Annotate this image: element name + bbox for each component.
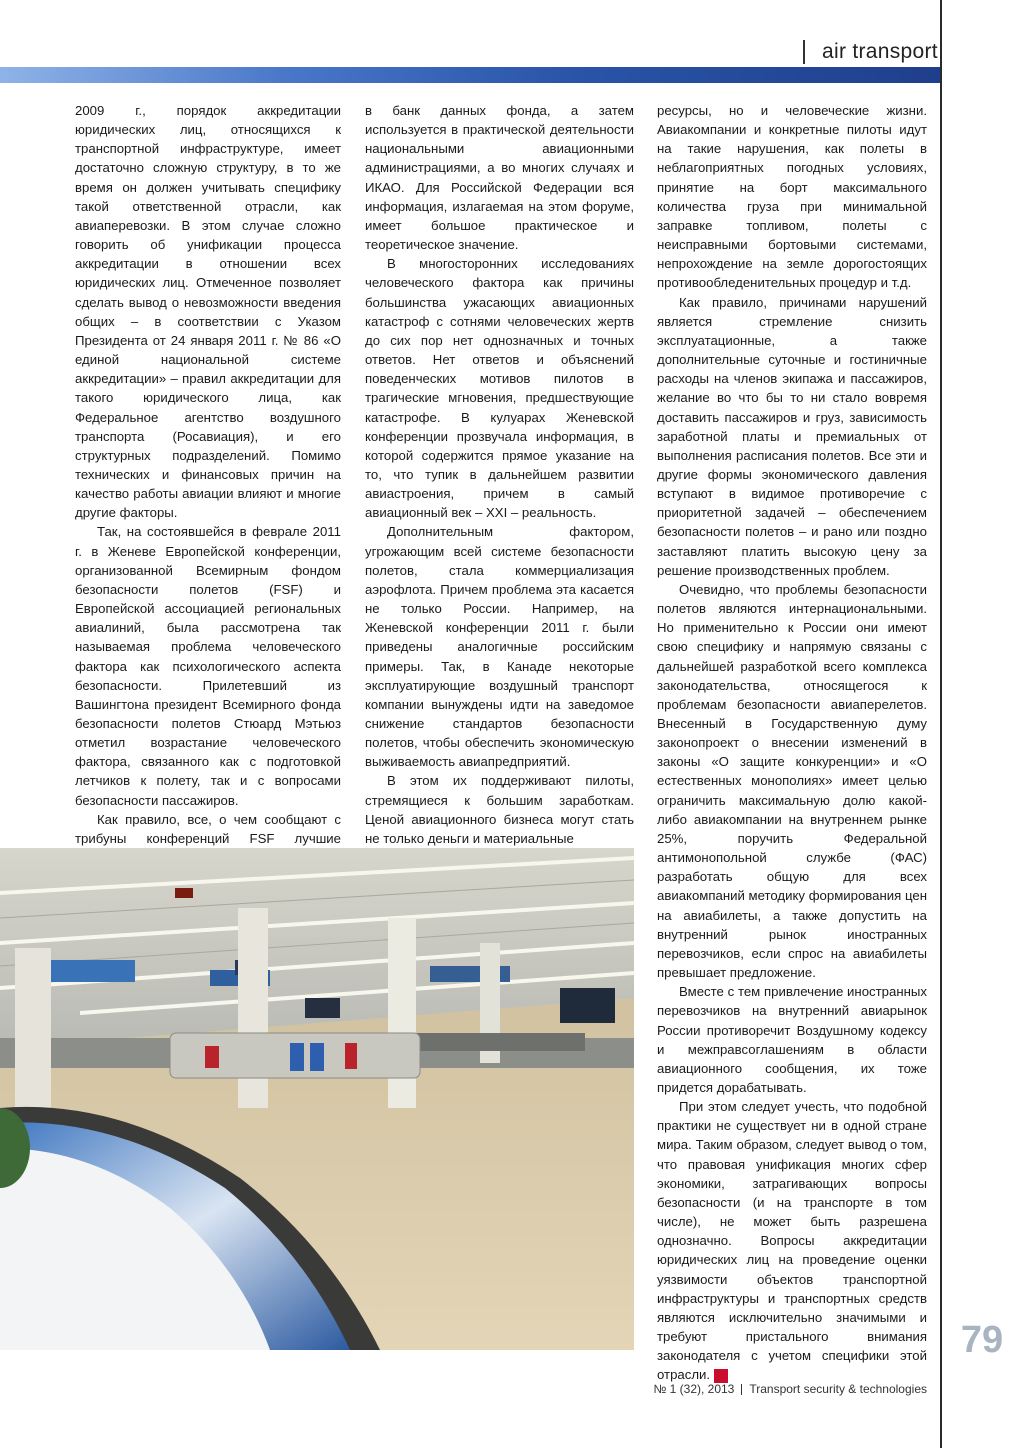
page-edge-rule	[940, 0, 942, 1448]
paragraph: ресурсы, но и человеческие жизни. Авиакомпании и конкретные пилоты идут на такие нарушения, как полеты в неблагоприятных погодных условиях, принятие на борт максимального количества груза при минимальной заправке топливом, полеты с неисправными бортовыми системами, непрохождение на земле дорогостоящих противообледенительных процедур и т.д.	[657, 103, 927, 291]
paragraph-last	[657, 1097, 927, 1384]
footer-journal: Transport security & technologies	[749, 1382, 927, 1396]
paragraph: Так, на состоявшейся в феврале 2011 г. в Женеве Европейской конференции, организованной Всемирным фондом безопасности полетов (FSF) и Европейской ассоциацией региональных авиалиний, была рассмотрена так называемая проблема человеческого фактора как психологического аспекта безопасности. Прилетевший из Вашингтона президент Всемирного фонда безопасности полетов Стюард Мэтьюз отметил возрастание человеческого фактора, связанного как с подготовкой летчиков к полету, так и с вопросами безопасности пассажиров.	[75, 524, 341, 808]
header-color-bar	[0, 67, 940, 83]
paragraph: В многосторонних исследованиях человеческого фактора как причины большинства ужасающих авиационных катастроф с сотнями человеческих жертв до сих пор нет однозначных и точных ответов. Нет ответов и объяснений поведенческих мотивов пилотов в трагические мгновения, предшествующие катастрофе. В кулуарах Женевской конференции прозвучала информация, в которой содержится прямое указание на то, что тупик в дальнейшем развитии авиастроения, причем в самый авиационный век – XXI – реальность.	[365, 256, 634, 521]
header-separator	[803, 40, 805, 64]
section-title: air transport	[822, 40, 938, 63]
text-column-3	[657, 101, 927, 1384]
footer-separator	[741, 1384, 742, 1395]
paragraph: В этом их поддерживают пилоты, стремящиеся к большим заработкам. Ценой авиационного бизнеса могут стать не только деньги и материальные	[365, 773, 634, 846]
journal-logo-icon: TT	[714, 1369, 728, 1383]
page-number: 79	[960, 1319, 1004, 1361]
paragraph: в банк данных фонда, а затем используется в практической деятельности национальными авиационными администрациями, а во многих случаях и ИКАО. Для Российской Федерации вся информация, излагаемая на этом форуме, имеет большое практическое и теоретическое значение.	[365, 103, 634, 253]
paragraph: 2009 г., порядок аккредитации юридических лиц, относящихся к транспортной инфраструктуре, имеет достаточно сложную структуру, в то же время он должен учитывать специфику такой ответственной отрасли, как авиаперевозки. В этом случае сложно говорить об унификации процесса аккредитации в отношении всех юридических лиц. Отмеченное позволяет сделать вывод о невозможности введения общих – в соответствии с Указом Президента от 24 января 2011 г. № 86 «О единой национальной системе аккредитации» – правил аккредитации для такого юридического лица, как Федеральное агентство воздушного транспорта (Росавиация), и его структурных подразделений. Помимо технических и финансовых причин на качество работы авиации влияют и многие другие факторы.	[75, 103, 341, 521]
text-column-2	[365, 101, 634, 848]
footer-issue: № 1 (32), 2013	[653, 1382, 735, 1396]
paragraph-last-text: При этом следует учесть, что подобной практики не существует ни в одной стране мира. Таким образом, следует вывод о том, что правовая унификация многих сфер экономики, затрагивающих вопросы безопасности (и на транспорте в том числе), не может быть разрешена однозначно. Вопросы аккредитации юридических лиц на проведение оценки уязвимости объектов транспортной инфраструктуры и транспортных средств являются исключительно значимыми и требуют пристального внимания законодателя с учетом специфики этой отрасли.	[657, 1099, 927, 1383]
page-footer	[600, 1382, 927, 1396]
paragraph: Как правило, все, о чем сообщают с трибуны конференций FSF лучшие	[75, 811, 341, 846]
paragraph: Очевидно, что проблемы безопасности полетов являются интернациональными. Но применительно к России они имеют свою специфику и напрямую связаны с дальнейшей разработкой всего комплекса законодательства, относящегося к проблемам безопасности авиаперелетов. Внесенный в Государственную думу законопроект о внесении изменений в законы «О защите конкуренции» и «О естественных монополиях» имеет целью ограничить максимальную долю какой-либо авиакомпании на внутреннем рынке 25%, поручить Федеральной антимонопольной службе (ФАС) разработать общую для всех авиакомпаний методику формирования цен на авиабилеты, а также допустить на внутренний рынок иностранных перевозчиков, если спрос на авиабилеты превышает предложение.	[657, 581, 927, 981]
paragraph: Дополнительным фактором, угрожающим всей системе безопасности полетов, стала коммерциализация аэрофлота. Причем проблема эта касается не только России. Например, на Женевской конференции 2011 г. были приведены аналогичные российским примеры. Так, в Канаде некоторые эксплуатирующие воздушный транспорт компании вынуждены идти на заведомое снижение стандартов безопасности полетов, чтобы обеспечить экономическую выживаемость авиапредприятий.	[365, 524, 634, 770]
paragraph: Как правило, причинами нарушений является стремление снизить эксплуатационные, а также дополнительные суточные и гостиничные расходы на членов экипажа и пассажиров, желание во что бы то ни стало вовремя доставить пассажиров и груз, зависимость заработной платы и премиальных от выполнения расписания полетов. Все эти и другие формы экономического давления вступают в видимое противоречие с приоритетной задачей – обеспечением безопасности полетов – и рано или поздно заставляют платить высокую цену за решение производственных проблем.	[657, 294, 927, 578]
airport-baggage-hall-photo	[0, 848, 634, 1350]
text-column-1	[75, 101, 341, 886]
paragraph: Вместе с тем привлечение иностранных перевозчиков на внутренний авиарынок России противоречит Воздушному кодексу и межправсоглашениям в области авиационного сообщения, их тоже придется дорабатывать.	[657, 984, 927, 1095]
